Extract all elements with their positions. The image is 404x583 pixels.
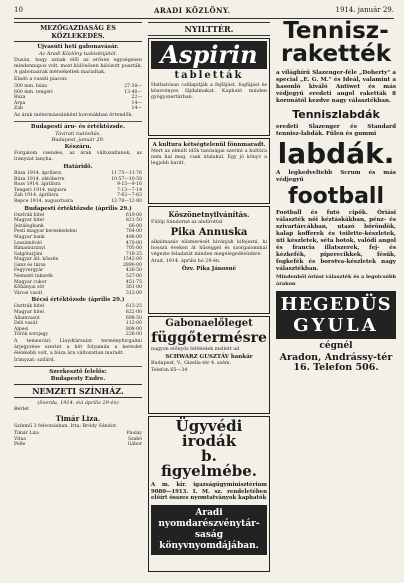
dateline: Budapest, január 29. <box>51 136 105 143</box>
row-label: 300 mm. búza <box>14 84 47 89</box>
editor-name: Budapesty Endre. <box>50 376 106 382</box>
ad-headline: b. figyelmébe. <box>160 447 258 480</box>
row-label: Magyar hitel <box>14 310 44 316</box>
page-number: 10 <box>14 6 23 14</box>
table-row <box>14 106 142 112</box>
ad-text: a világhírű Slazenger-féle „Doherty" a special „E. G. M." és Ideál, valamint a hasonló kiváló Antiwet és más védjegyű eredeti angol raketták 8 koronától kezdve nagy választékban. <box>276 70 396 104</box>
column-right <box>276 20 396 576</box>
row-label: Búza 1914. áprilisra <box>14 170 62 176</box>
ad-headline: labdák. <box>277 137 395 170</box>
paragraph: Eladó a vasúti piacon: <box>14 77 68 82</box>
printer-line: saság könyvnyomdájában. <box>159 529 259 551</box>
row-value: 764·00 <box>125 229 142 235</box>
row-value: 14— <box>131 100 142 106</box>
row-label: Búza <box>14 95 26 101</box>
ad-title: A kultura kétségtelenül fönnmaradt. <box>152 142 266 148</box>
row-value: 698·50 <box>125 315 142 321</box>
row-value: 470·00 <box>125 240 142 246</box>
row-label: Fegyvergyár <box>14 268 44 274</box>
page-header <box>14 6 394 19</box>
row-value: 27·30— <box>124 84 142 89</box>
row-value: Szabó <box>127 436 142 442</box>
row-value: 1542·00 <box>123 257 142 263</box>
row-label: Magyar bank <box>14 234 45 240</box>
ad-headline: Tenniszlabdák <box>292 108 380 121</box>
hegedus-name: HEGEDÜS <box>280 294 392 315</box>
ad-headline: függőtermésre <box>151 330 267 346</box>
row-label: Alpesi <box>14 326 29 332</box>
row-value: 821·50 <box>125 218 142 224</box>
printer-banner <box>151 505 267 555</box>
subheading: Határidő. <box>63 163 93 170</box>
row-value: 808·00 <box>125 326 142 332</box>
row-label: Rimamurányi <box>14 246 46 252</box>
thanks-ad <box>148 206 270 314</box>
ad-company: SCHWARZ GUSZTÁV bankár <box>165 354 253 360</box>
ad-text: Mert az elmúlt idők tanúságai szerint a kultúra nem hal meg, csak átalakul. Egy jó könyv a legjobb barát. <box>151 149 267 166</box>
row-value: 619·00 <box>125 212 142 218</box>
ad-headline <box>276 186 396 208</box>
hegedus-logo <box>276 291 396 339</box>
ad-text: nagyon előnyös feltételek mellett ad <box>151 347 240 352</box>
dateline: (Szerda, 1914. évi április 29-én) <box>37 400 119 406</box>
lawyer-ad <box>148 416 270 572</box>
row-label: Kőbányai sör <box>14 285 45 291</box>
article-title: Újvasúti heti gabonavásár. <box>37 44 119 50</box>
row-value: 7·62—7·63 <box>116 193 142 199</box>
paragraph: Színmű 3 felvonásban. Irta: Bródy Sándor. <box>14 424 118 429</box>
subheading: Készáru. <box>64 143 92 150</box>
ad-headline: Tennisz- <box>283 20 389 44</box>
price-table <box>14 84 142 112</box>
row-value: 7·13—7·14 <box>116 187 142 193</box>
row-value: 10·57—10·58 <box>111 176 142 182</box>
row-value: 426·50 <box>125 268 142 274</box>
row-value: 496·00 <box>125 234 142 240</box>
row-value: 14— <box>131 106 142 112</box>
section-title: MEZŐGAZDASÁG ÉS KÖZLEKEDÉS. <box>14 22 142 42</box>
ad-text: Mindenből óriási választék és a legolcsóbb árakon <box>276 274 396 287</box>
divider <box>14 366 142 367</box>
aspirin-subtitle: tabletták <box>174 70 244 81</box>
row-label: Déli vasút <box>14 321 38 327</box>
row-value: 718·25 <box>125 251 142 257</box>
row-value: 822·00 <box>125 310 142 316</box>
row-label: Zab 1914. áprilisra <box>14 193 59 199</box>
row-value: 705·00 <box>125 246 142 252</box>
paragraph: Bérlet <box>14 407 29 412</box>
ad-text: cégnél <box>319 341 353 351</box>
row-label: Timár Liza <box>14 431 39 436</box>
subheading: Budapesti értéktőzsde (április 29.) <box>24 205 132 212</box>
aspirin-text: Hathatósan csillapítják a fejfájást, fogfájást és köszvényes fájdalmakat. Kapható minden gyógyszertárban. <box>151 83 267 100</box>
row-label: Török sorsjegy <box>14 332 49 338</box>
row-label: 600 mm. tengeri <box>14 89 53 95</box>
row-value: Paulay <box>126 431 142 436</box>
ad-name: Pika Annuska <box>170 227 248 238</box>
ad-title: Gabonaelőleget <box>165 318 253 329</box>
ad-text: Fülöp Sándorné az alulírottal <box>151 220 223 225</box>
paragraph: Irányzat: szilárd. <box>14 358 56 363</box>
hegedus-first: GYULA <box>293 315 379 336</box>
ad-text: eredeti Slazenger és Standard tennisz-labdák. Fűlen és gummi <box>276 124 396 137</box>
row-value: 361·00 <box>125 285 142 291</box>
ad-address: Aradon, Andrássy-tér 16. Telefon 506. <box>279 352 393 373</box>
cast-table <box>14 431 142 448</box>
subheading: Bécsi értéktőzsde (április 29.) <box>31 297 125 304</box>
aspirin-ad <box>148 38 270 136</box>
paragraph: Az árak métermázsánként koronákban értendők. <box>14 112 133 118</box>
ad-address: Budapest, V., Gizella-tér 4. szám. <box>151 361 231 366</box>
futures-table <box>14 171 142 205</box>
row-value: 112·00 <box>125 321 142 327</box>
row-value: 9·15—9·16 <box>116 182 142 188</box>
ad-headline: rakették <box>280 41 392 67</box>
row-label: Ganz és társa <box>14 262 46 268</box>
row-value: 451·75 <box>125 279 142 285</box>
vienna-stock-table <box>14 304 142 338</box>
section-title: NYILTTÉR. <box>148 22 270 36</box>
row-label: Jelzálogbank <box>14 223 44 229</box>
ad-title: Köszönetnyilvánítás. <box>168 210 250 219</box>
column-middle <box>148 20 270 576</box>
row-label: Vitus <box>14 436 26 442</box>
column-left <box>14 20 142 576</box>
row-label: Magyar ált. kőszén <box>14 257 59 263</box>
ad-phone: Telefon 65—34 <box>151 368 188 373</box>
table-row <box>14 442 142 448</box>
section-title: NEMZETI SZÍNHÁZ. <box>14 384 142 398</box>
paragraph: Forgalom csendes, az árak változatlanok, az irányzat lanyha. <box>14 150 142 162</box>
row-value: 2890·00 <box>123 262 142 268</box>
byline: Az Aradi Közlöny tudósítójától. <box>38 51 118 57</box>
ad-text: alkalmazás elismerését kívánjuk kifejezni, ki hosszú éveken át hűséggel és szorgalommal végezte feladatát minden megelégedésünkre. <box>151 240 267 257</box>
printer-line: Aradi nyomdarészvénytár- <box>158 507 260 529</box>
play-title: Timár Liza. <box>55 414 101 423</box>
table-row <box>14 291 142 297</box>
row-label: Államvasút <box>14 315 40 321</box>
table-row <box>14 332 142 338</box>
ad-headline: Ügyvédi irodák <box>175 417 243 450</box>
row-value: 11·75—11·76 <box>111 170 142 176</box>
row-value: 12·78—12·80 <box>111 198 142 204</box>
issue-date: 1914. január 29. <box>335 6 394 14</box>
row-label: Magyar cukor <box>14 279 47 285</box>
row-label: Pelle <box>14 442 26 448</box>
byline: Távirati tudósítás. <box>55 130 101 137</box>
row-label: Magyar hitel <box>14 218 44 224</box>
row-label: Leszámítoló <box>14 240 42 246</box>
grain-loan-ad <box>148 316 270 414</box>
row-label: Tengeri 1914. májusra <box>14 187 67 193</box>
culture-ad <box>148 138 270 204</box>
article-title: Budapesti áru- és értéktőzsde. <box>30 123 126 130</box>
ad-text: A m. kir. igazságügyminisztérium 9080—1913. I. M. sz. rendeletében előírt összes nyomtatványok kaphatók <box>151 482 267 502</box>
row-value: 527·00 <box>125 274 142 280</box>
paragraph: Dusán, hogy aznak elől az erősen egységesen mindennapos volt, most különösen hálózott puszták. A gabonaárak mérsékeltek maradtak. <box>14 58 142 75</box>
editor-label: Szerkesztő felelős: <box>49 369 107 375</box>
aspirin-logo: Aspirin <box>151 41 267 69</box>
ad-signature: Özv. Pika Jánosné <box>181 266 237 272</box>
ad-date: Arad, 1914. április hó 29-én. <box>151 259 221 264</box>
row-value: 22— <box>131 95 142 101</box>
row-value: 66·00 <box>128 223 142 229</box>
row-label: Osztrák hitel <box>14 304 45 310</box>
row-label: Árpa <box>14 100 26 106</box>
stock-table <box>14 213 142 297</box>
row-value: 226·00 <box>125 332 142 338</box>
row-label: Városi vasút <box>14 290 43 296</box>
row-value: 13·40— <box>124 89 142 95</box>
row-label: Salgótarjáni <box>14 251 43 257</box>
football-word: football <box>288 184 384 209</box>
row-label: Pesti magyar kereskedelmi <box>14 229 77 235</box>
table-row <box>14 199 142 205</box>
row-label: Búza 1914. októberre <box>14 176 65 182</box>
masthead: ARADI KÖZLÖNY. <box>154 6 231 15</box>
divider <box>14 121 142 122</box>
row-value: 613·25 <box>125 304 142 310</box>
row-label: Nemzeti takarék <box>14 274 53 280</box>
row-label: Repce 1914. augusztusra <box>14 198 73 204</box>
row-label: Osztrák hitel <box>14 212 45 218</box>
paragraph: A temesvári Lloydtársulat terményforgalmi árjegyzése szerint a hét folyamán a kereslet élénkebb volt, a búza ára változatlan maradt. <box>14 339 142 356</box>
ad-text: A legkedveltebb Scrum és más védjegyű <box>276 170 396 183</box>
row-value: 312·00 <box>125 290 142 296</box>
row-value: Gábor <box>127 442 142 448</box>
row-label: Rozs 1914. áprilisra <box>14 182 61 188</box>
ad-text: Football és futó cipők. Óriási választék női kéztáskákban, pénz- és szivartárcákban, utazó bőröndök, kalap kofferek és toilette-készletek, úti készletek, séta botok, valódi angol és francia illatszerek, fej- és kézkefék, piperecikkek, fésűk, fogkefék és borotva-készletek nagy választékban. <box>276 210 396 272</box>
row-label: Zab <box>14 106 23 112</box>
